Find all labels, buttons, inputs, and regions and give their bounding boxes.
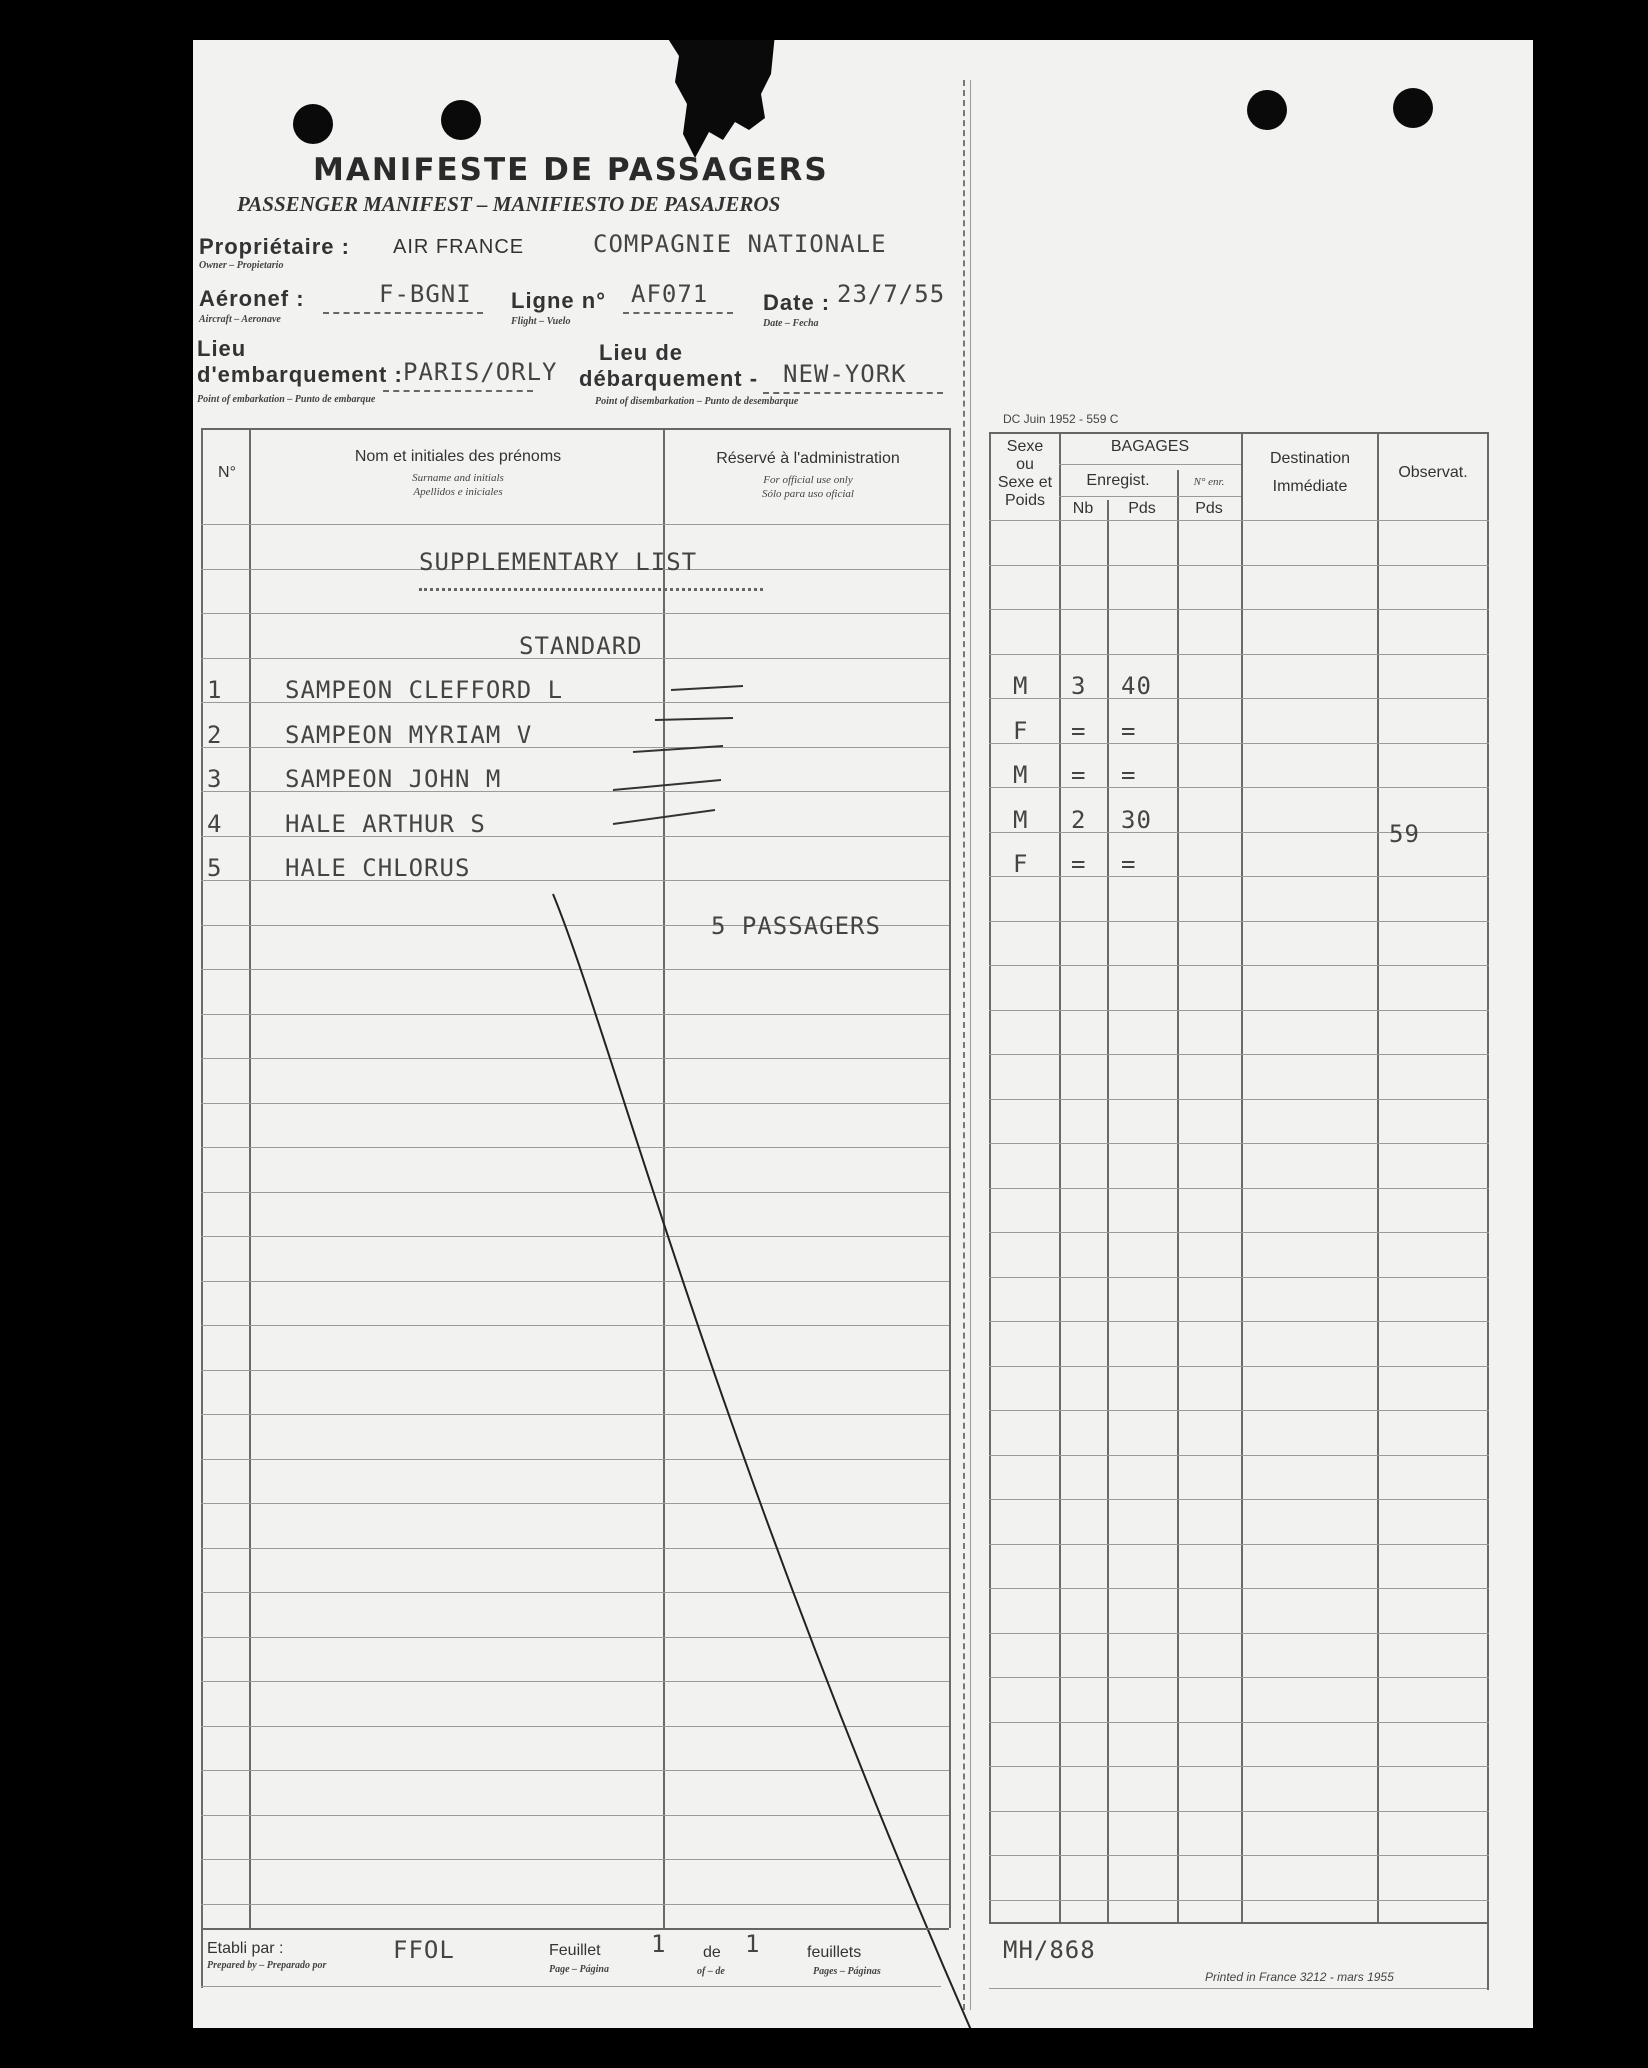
owner-label: Propriétaire : (199, 234, 350, 259)
sheet-label: Feuillet (549, 1942, 601, 1959)
footer-top-left (201, 1928, 949, 1930)
footer-top-right (989, 1922, 1489, 1924)
passenger-sex: M (1013, 806, 1029, 834)
passenger-bag-count: = (1071, 717, 1087, 745)
passenger-name: HALE ARTHUR S (285, 810, 486, 838)
page-subtitle: PASSENGER MANIFEST – MANIFIESTO DE PASAJEROS (237, 192, 781, 216)
footer-left-border (201, 1928, 203, 1988)
class-label: STANDARD (519, 632, 643, 660)
owner-value: AIR FRANCE (393, 236, 525, 258)
passenger-name: HALE CHLORUS (285, 854, 471, 882)
embark-label-1: Lieu (197, 336, 247, 361)
embark-label-2: d'embarquement : (197, 362, 403, 387)
disembark-label-2: débarquement - (579, 366, 759, 391)
passenger-bag-weight: 40 (1121, 672, 1152, 700)
line-sublabel: Flight – Vuelo (511, 316, 571, 327)
footer-right-border (1487, 1922, 1489, 1990)
passenger-sex: F (1013, 717, 1029, 745)
embark-value: PARIS/ORLY (403, 358, 558, 386)
reference-value: MH/868 (1003, 1936, 1096, 1964)
col-header-sex-3: Sexe et (997, 474, 1053, 491)
prepared-sublabel: Prepared by – Preparado por (207, 1960, 327, 1971)
date-label: Date : (763, 290, 831, 315)
passenger-bag-weight: = (1121, 850, 1137, 878)
passenger-bag-count: 3 (1071, 672, 1087, 700)
passenger-bag-weight: = (1121, 717, 1137, 745)
sheet-sublabel: Page – Página (549, 1964, 609, 1975)
passenger-observation: 59 (1389, 820, 1420, 848)
disembark-label-1: Lieu de (599, 340, 684, 365)
sheet-value: 1 (651, 1930, 667, 1958)
col-header-baggage: BAGAGES (1110, 438, 1190, 455)
passenger-name: SAMPEON CLEFFORD L (285, 676, 564, 704)
passenger-name: SAMPEON MYRIAM V (285, 721, 533, 749)
form-code: DC Juin 1952 - 559 C (1003, 412, 1119, 426)
col-header-destination-2: Immédiate (1272, 478, 1348, 495)
manifest-page (193, 40, 1533, 2028)
list-title: SUPPLEMENTARY LIST (419, 548, 698, 576)
col-header-destination-1: Destination (1269, 450, 1351, 467)
aircraft-label: Aéronef : (199, 286, 305, 311)
prepared-label: Etabli par : (207, 1940, 284, 1957)
col-header-nb: Nb (1072, 500, 1094, 517)
passenger-name: SAMPEON JOHN M (285, 765, 502, 793)
col-header-name-sub1: Surname and initials (412, 472, 504, 484)
line-label: Ligne n° (511, 288, 607, 313)
passenger-no: 1 (207, 676, 223, 704)
footer-bottom-right (989, 1988, 1489, 1989)
col-header-admin: Réservé à l'administration (716, 450, 900, 467)
of-label: de (703, 1944, 721, 1961)
page-title: MANIFESTE DE PASSAGERS (313, 152, 829, 188)
col-header-pds2: Pds (1195, 500, 1223, 517)
embark-sublabel: Point of embarkation – Punto de embarque (197, 394, 376, 405)
prepared-value: FFOL (393, 1936, 455, 1964)
col-header-registered: Enregist. (1086, 472, 1150, 489)
date-sublabel: Date – Fecha (763, 318, 819, 329)
cancel-line (193, 40, 1533, 2028)
aircraft-value: F-BGNI (379, 280, 472, 308)
passenger-bag-weight: = (1121, 761, 1137, 789)
col-header-sex-1: Sexe (1006, 438, 1044, 455)
footer-bottom-left (201, 1986, 941, 1987)
col-header-name-sub2: Apellidos e iniciales (413, 486, 503, 498)
col-header-observations: Observat. (1398, 464, 1468, 481)
passenger-no: 4 (207, 810, 223, 838)
owner-sublabel: Owner – Propietario (199, 260, 284, 271)
passenger-bag-count: = (1071, 761, 1087, 789)
passenger-sex: M (1013, 761, 1029, 789)
col-header-sex-4: Poids (1004, 492, 1046, 509)
passenger-no: 3 (207, 765, 223, 793)
passenger-total: 5 PASSAGERS (711, 912, 881, 940)
aircraft-sublabel: Aircraft – Aeronave (199, 314, 281, 325)
of-value: 1 (745, 1930, 761, 1958)
of-sublabel: of – de (697, 1966, 725, 1977)
disembark-value: NEW-YORK (783, 360, 907, 388)
disembark-sublabel: Point of disembarkation – Punto de desembarque (595, 396, 799, 407)
line-value: AF071 (631, 280, 709, 308)
passenger-sex: F (1013, 850, 1029, 878)
owner-typed: COMPAGNIE NATIONALE (593, 230, 887, 258)
col-header-admin-sub1: For official use only (763, 474, 853, 486)
col-header-sex-2: ou (1016, 456, 1034, 473)
printed-note: Printed in France 3212 - mars 1955 (1205, 1970, 1394, 1984)
col-header-not-registered: N° enr. (1193, 476, 1225, 488)
passenger-bag-count: = (1071, 850, 1087, 878)
date-value: 23/7/55 (837, 280, 946, 308)
passenger-no: 2 (207, 721, 223, 749)
col-header-no: N° (218, 464, 236, 481)
col-header-admin-sub2: Sólo para uso oficial (762, 488, 854, 500)
sheets-sublabel: Pages – Páginas (813, 1966, 881, 1977)
passenger-no: 5 (207, 854, 223, 882)
passenger-sex: M (1013, 672, 1029, 700)
col-header-name: Nom et initiales des prénoms (354, 448, 562, 465)
sheets-label: feuillets (807, 1944, 862, 1961)
passenger-bag-weight: 30 (1121, 806, 1152, 834)
col-header-pds: Pds (1128, 500, 1156, 517)
passenger-bag-count: 2 (1071, 806, 1087, 834)
